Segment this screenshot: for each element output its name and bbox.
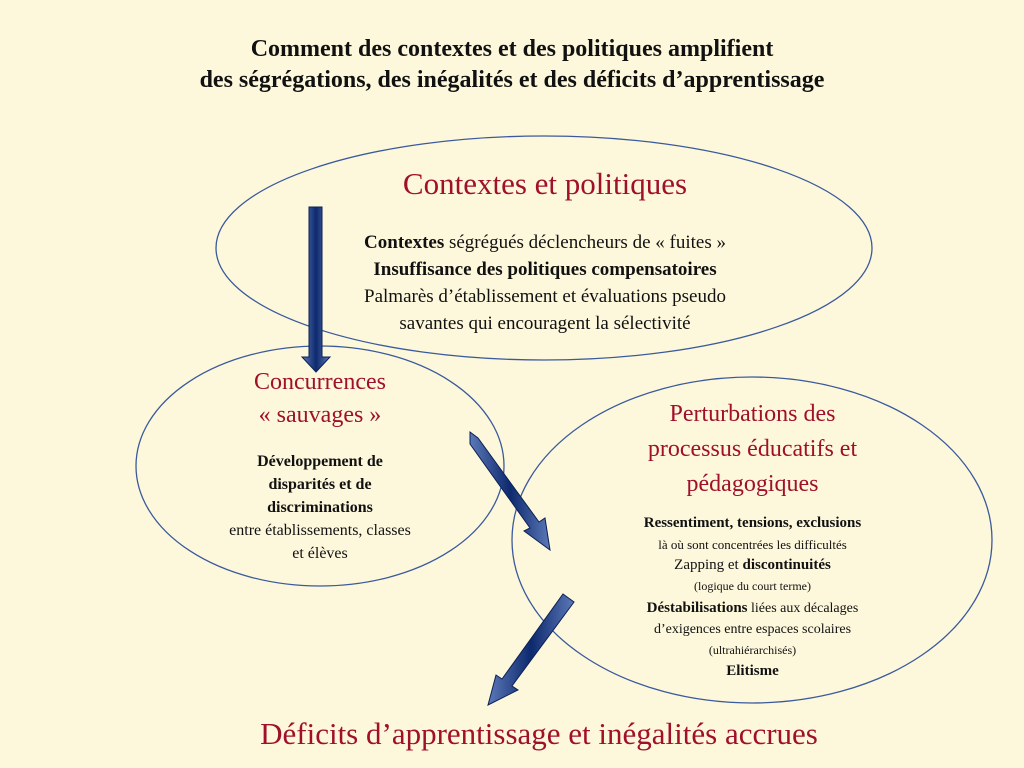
perturbations-line-5-bold: Déstabilisations xyxy=(646,600,748,616)
perturbations-line-5-rest: liées aux décalages xyxy=(747,601,859,616)
contextes-line-1 xyxy=(280,229,810,256)
bottom-conclusion: Déficits d’apprentissage et inégalités accrues xyxy=(260,716,818,751)
perturbations-line-8: Elitisme xyxy=(726,663,779,679)
title-line-2: des ségrégations, des inégalités et des déficits d’apprentissage xyxy=(199,67,825,93)
contextes-line-4: savantes qui encouragent la sélectivité xyxy=(399,313,691,334)
concurrences-body xyxy=(180,450,460,565)
concurrences-line-5: et élèves xyxy=(292,545,348,562)
concurrences-line-3: discriminations xyxy=(267,499,373,516)
perturbations-heading xyxy=(580,397,925,502)
diagonal-arrow-icon xyxy=(470,432,550,550)
perturbations-heading-2: processus éducatifs et xyxy=(647,436,858,462)
perturbations-line-3-plain: Zapping et xyxy=(674,557,743,573)
perturbations-line-3-bold: discontinuités xyxy=(742,557,831,573)
perturbations-line-7: (ultrahiérarchisés) xyxy=(708,643,797,657)
concurrences-heading-1: Concurrences xyxy=(254,369,386,395)
perturbations-line-4: (logique du court terme) xyxy=(694,579,811,593)
concurrences-heading-2: « sauvages » xyxy=(258,402,382,428)
down-left-arrow-icon xyxy=(488,594,574,705)
perturbations-heading-3: pédagogiques xyxy=(686,471,819,497)
contextes-line-1-rest: ségrégués déclencheurs de « fuites » xyxy=(444,232,726,253)
contextes-line-3: Palmarès d’établissement et évaluations pseudo xyxy=(364,286,726,307)
contextes-body xyxy=(280,229,810,337)
page-title xyxy=(0,34,1024,96)
perturbations-line-5 xyxy=(575,597,930,619)
concurrences-line-1: Développement de xyxy=(257,453,383,470)
contextes-line-2: Insuffisance des politiques compensatoires xyxy=(373,259,717,280)
contextes-heading: Contextes et politiques xyxy=(402,166,688,201)
contextes-line-1-bold: Contextes xyxy=(364,232,445,253)
perturbations-line-6: d’exigences entre espaces scolaires xyxy=(653,622,852,637)
concurrences-line-2: disparités et de xyxy=(268,476,372,493)
perturbations-body xyxy=(575,513,930,682)
concurrences-heading xyxy=(180,366,460,432)
perturbations-heading-1: Perturbations des xyxy=(669,401,836,427)
perturbations-line-2: là où sont concentrées les difficultés xyxy=(658,537,847,552)
title-line-1: Comment des contextes et des politiques amplifient xyxy=(250,36,774,62)
perturbations-line-1: Ressentiment, tensions, exclusions xyxy=(643,515,862,531)
perturbations-line-3 xyxy=(575,555,930,576)
concurrences-line-4: entre établissements, classes xyxy=(229,522,411,539)
